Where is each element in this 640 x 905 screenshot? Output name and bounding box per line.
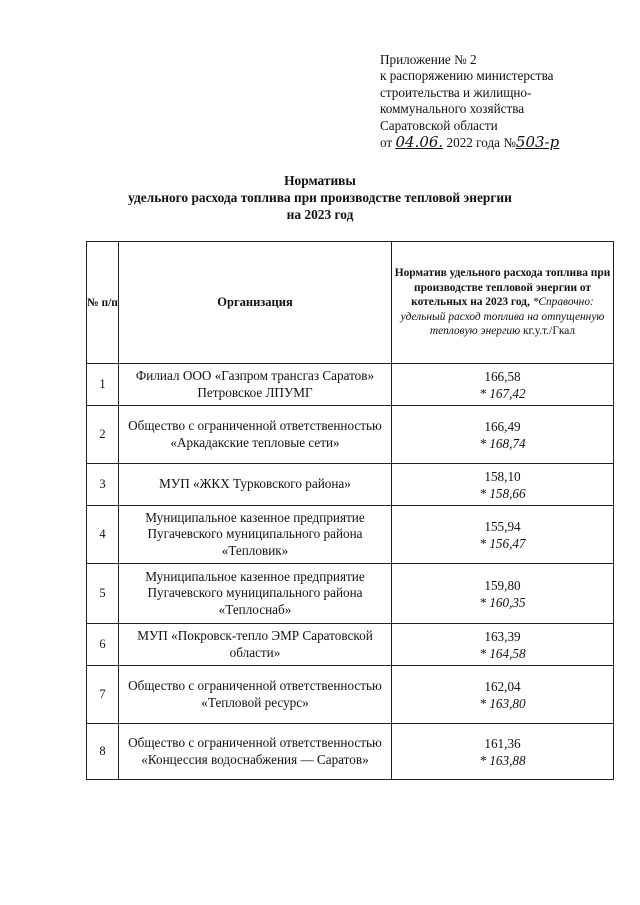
row-number: 7 bbox=[87, 666, 119, 724]
title-line: на 2023 год bbox=[286, 207, 354, 222]
title-line: Нормативы bbox=[284, 173, 356, 188]
header-norm bbox=[392, 242, 614, 364]
row-value bbox=[392, 724, 614, 780]
norm-value: 163,39 bbox=[484, 628, 521, 644]
date-mid: 2022 года № bbox=[446, 135, 516, 151]
row-value bbox=[392, 564, 614, 624]
appendix-line: строительства и жилищно- bbox=[380, 84, 532, 100]
table-row bbox=[87, 464, 614, 506]
table-row bbox=[87, 406, 614, 464]
header-norm-note: *Справочно: удельный расход топлива на отпущенную тепловую энергию bbox=[400, 296, 605, 338]
row-organization: Муниципальное казенное предприятие Пугачевского муниципального района «Тепловик» bbox=[119, 506, 392, 564]
document-title bbox=[60, 172, 580, 223]
norm-value: 155,94 bbox=[484, 518, 521, 534]
appendix-title: Приложение № 2 bbox=[380, 52, 477, 67]
row-organization: МУП «ЖКХ Турковского района» bbox=[119, 464, 392, 506]
norm-value: 166,49 bbox=[484, 418, 521, 434]
row-number: 4 bbox=[87, 506, 119, 564]
reference-value: * 167,42 bbox=[479, 385, 526, 401]
table-row bbox=[87, 506, 614, 564]
header-organization: Организация bbox=[119, 242, 392, 364]
row-organization: Общество с ограниченной ответственностью «Концессия водоснабжения — Саратов» bbox=[119, 724, 392, 780]
header-norm-unit: кг.у.т./Гкал bbox=[523, 325, 576, 338]
table-row bbox=[87, 564, 614, 624]
date-prefix: от bbox=[380, 135, 393, 151]
table-row bbox=[87, 624, 614, 666]
row-value bbox=[392, 364, 614, 406]
norm-value: 166,58 bbox=[484, 368, 521, 384]
row-number: 8 bbox=[87, 724, 119, 780]
row-number: 3 bbox=[87, 464, 119, 506]
appendix-line: к распоряжению министерства bbox=[380, 68, 554, 84]
table-row bbox=[87, 364, 614, 406]
reference-value: * 158,66 bbox=[479, 485, 526, 501]
appendix-date-line bbox=[380, 134, 630, 151]
appendix-header bbox=[380, 52, 630, 151]
table-row bbox=[87, 724, 614, 780]
row-value bbox=[392, 666, 614, 724]
norm-value: 159,80 bbox=[484, 577, 521, 593]
title-line: удельного расхода топлива при производстве тепловой энергии bbox=[128, 190, 512, 205]
reference-value: * 163,80 bbox=[479, 695, 526, 711]
table-header-row bbox=[87, 242, 614, 364]
row-number: 5 bbox=[87, 564, 119, 624]
norms-table bbox=[86, 241, 614, 780]
appendix-line: Саратовской области bbox=[380, 117, 498, 133]
reference-value: * 160,35 bbox=[479, 594, 526, 610]
row-organization: МУП «Покровск-тепло ЭМР Саратовской области» bbox=[119, 624, 392, 666]
row-number: 2 bbox=[87, 406, 119, 464]
norm-value: 162,04 bbox=[484, 678, 521, 694]
row-organization: Общество с ограниченной ответственностью «Тепловой ресурс» bbox=[119, 666, 392, 724]
row-value bbox=[392, 464, 614, 506]
reference-value: * 168,74 bbox=[479, 435, 526, 451]
table-row bbox=[87, 666, 614, 724]
reference-value: * 164,58 bbox=[479, 645, 526, 661]
norm-value: 158,10 bbox=[484, 468, 521, 484]
row-organization: Общество с ограниченной ответственностью «Аркадакские тепловые сети» bbox=[119, 406, 392, 464]
row-value bbox=[392, 406, 614, 464]
row-number: 6 bbox=[87, 624, 119, 666]
handwritten-date: 04.06. bbox=[395, 133, 444, 152]
handwritten-number: 503-р bbox=[515, 133, 560, 152]
reference-value: * 163,88 bbox=[479, 752, 526, 768]
header-num: № п/п bbox=[87, 242, 119, 364]
reference-value: * 156,47 bbox=[479, 535, 526, 551]
row-value bbox=[392, 506, 614, 564]
row-organization: Филиал ООО «Газпром трансгаз Саратов» Петровское ЛПУМГ bbox=[119, 364, 392, 406]
appendix-line: коммунального хозяйства bbox=[380, 101, 525, 117]
row-value bbox=[392, 624, 614, 666]
header-norm-bold: Норматив удельного расхода топлива при производстве тепловой энергии от котельных на 2023 год, bbox=[394, 267, 611, 309]
row-number: 1 bbox=[87, 364, 119, 406]
row-organization: Муниципальное казенное предприятие Пугачевского муниципального района «Теплоснаб» bbox=[119, 564, 392, 624]
norm-value: 161,36 bbox=[484, 735, 521, 751]
